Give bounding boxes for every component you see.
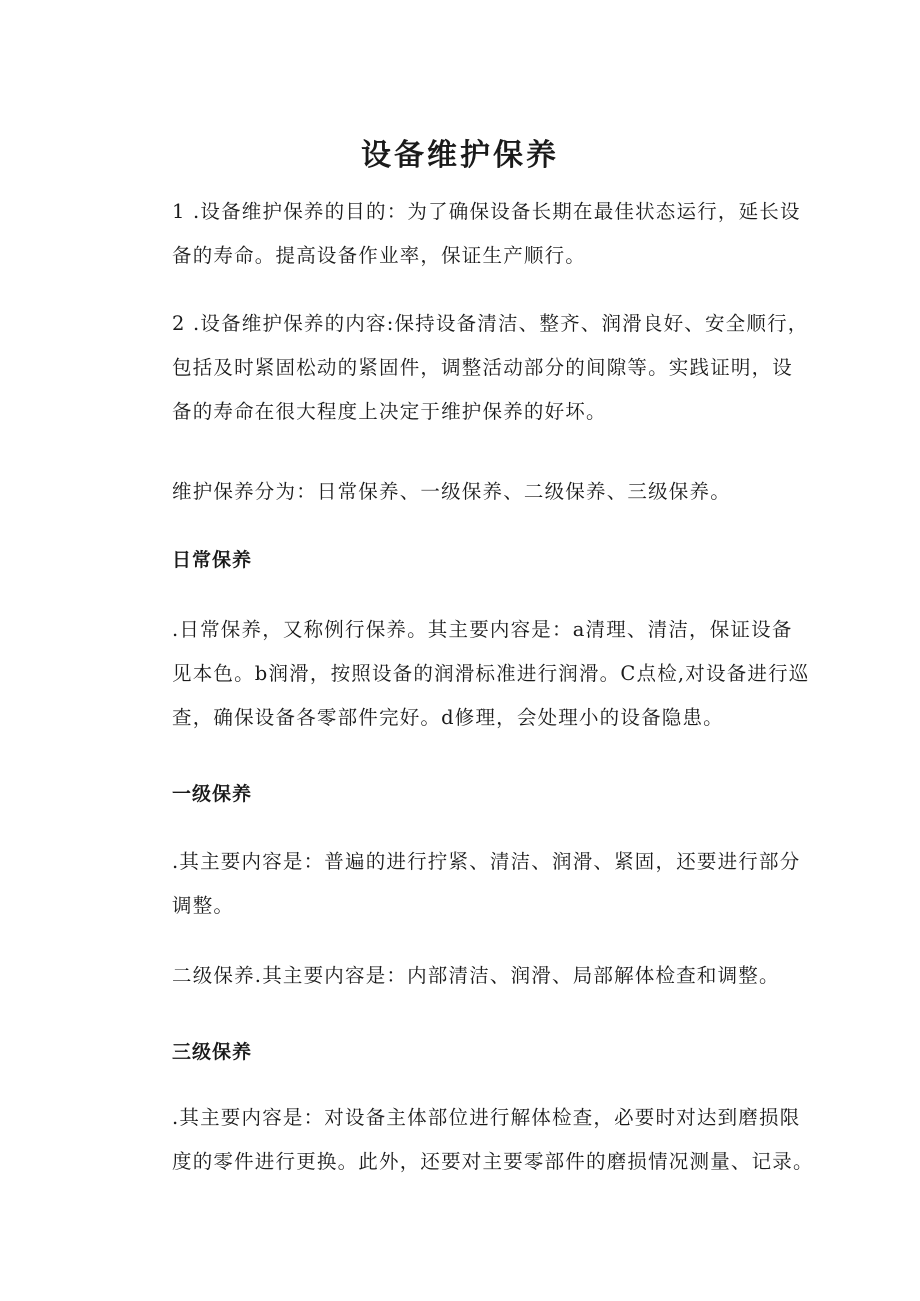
paragraph-line: 维护保养分为：日常保养、一级保养、二级保养、三级保养。 — [172, 480, 731, 503]
paragraph-line: 2 .设备维护保养的内容:保持设备清洁、整齐、润滑良好、安全顺行， — [172, 312, 809, 335]
paragraph-line: 包括及时紧固松动的紧固件，调整活动部分的间隙等。实践证明，设 — [172, 356, 794, 379]
paragraph-line: 1 .设备维护保养的目的：为了确保设备长期在最佳状态运行，延长设 — [172, 200, 801, 223]
paragraph-purpose — [172, 190, 801, 278]
paragraph-line: .日常保养，又称例行保养。其主要内容是：a清理、清洁，保证设备 — [172, 618, 793, 641]
paragraph-content — [172, 302, 809, 434]
paragraph-categories — [172, 470, 790, 514]
paragraph-line: 见本色。b润滑，按照设备的润滑标准进行润滑。C点检,对设备进行巡 — [172, 662, 810, 685]
paragraph-line: 度的零件进行更换。此外，还要对主要零部件的磨损情况测量、记录。 — [172, 1150, 814, 1173]
paragraph-level2-maintenance — [172, 954, 790, 998]
paragraph-level1-maintenance — [172, 840, 801, 928]
paragraph-line: .其主要内容是：对设备主体部位进行解体检查，必要时对达到磨损限 — [172, 1106, 801, 1129]
paragraph-line: 调整。 — [172, 894, 235, 917]
paragraph-daily-maintenance — [172, 608, 810, 740]
paragraph-line: 备的寿命在很大程度上决定于维护保养的好坏。 — [172, 400, 607, 423]
paragraph-line: 备的寿命。提高设备作业率，保证生产顺行。 — [172, 244, 587, 267]
heading-level1-maintenance: 一级保养 — [172, 783, 253, 805]
document-title: 设备维护保养 — [361, 138, 559, 174]
paragraph-line: .其主要内容是：普遍的进行拧紧、清洁、润滑、紧固，还要进行部分 — [172, 850, 801, 873]
paragraph-level3-maintenance — [172, 1096, 814, 1184]
paragraph-line: 二级保养.其主要内容是：内部清洁、润滑、局部解体检查和调整。 — [172, 964, 780, 987]
paragraph-line: 查，确保设备各零部件完好。d修理，会处理小的设备隐患。 — [172, 706, 724, 729]
heading-daily-maintenance: 日常保养 — [172, 549, 253, 571]
heading-level3-maintenance: 三级保养 — [172, 1041, 253, 1063]
